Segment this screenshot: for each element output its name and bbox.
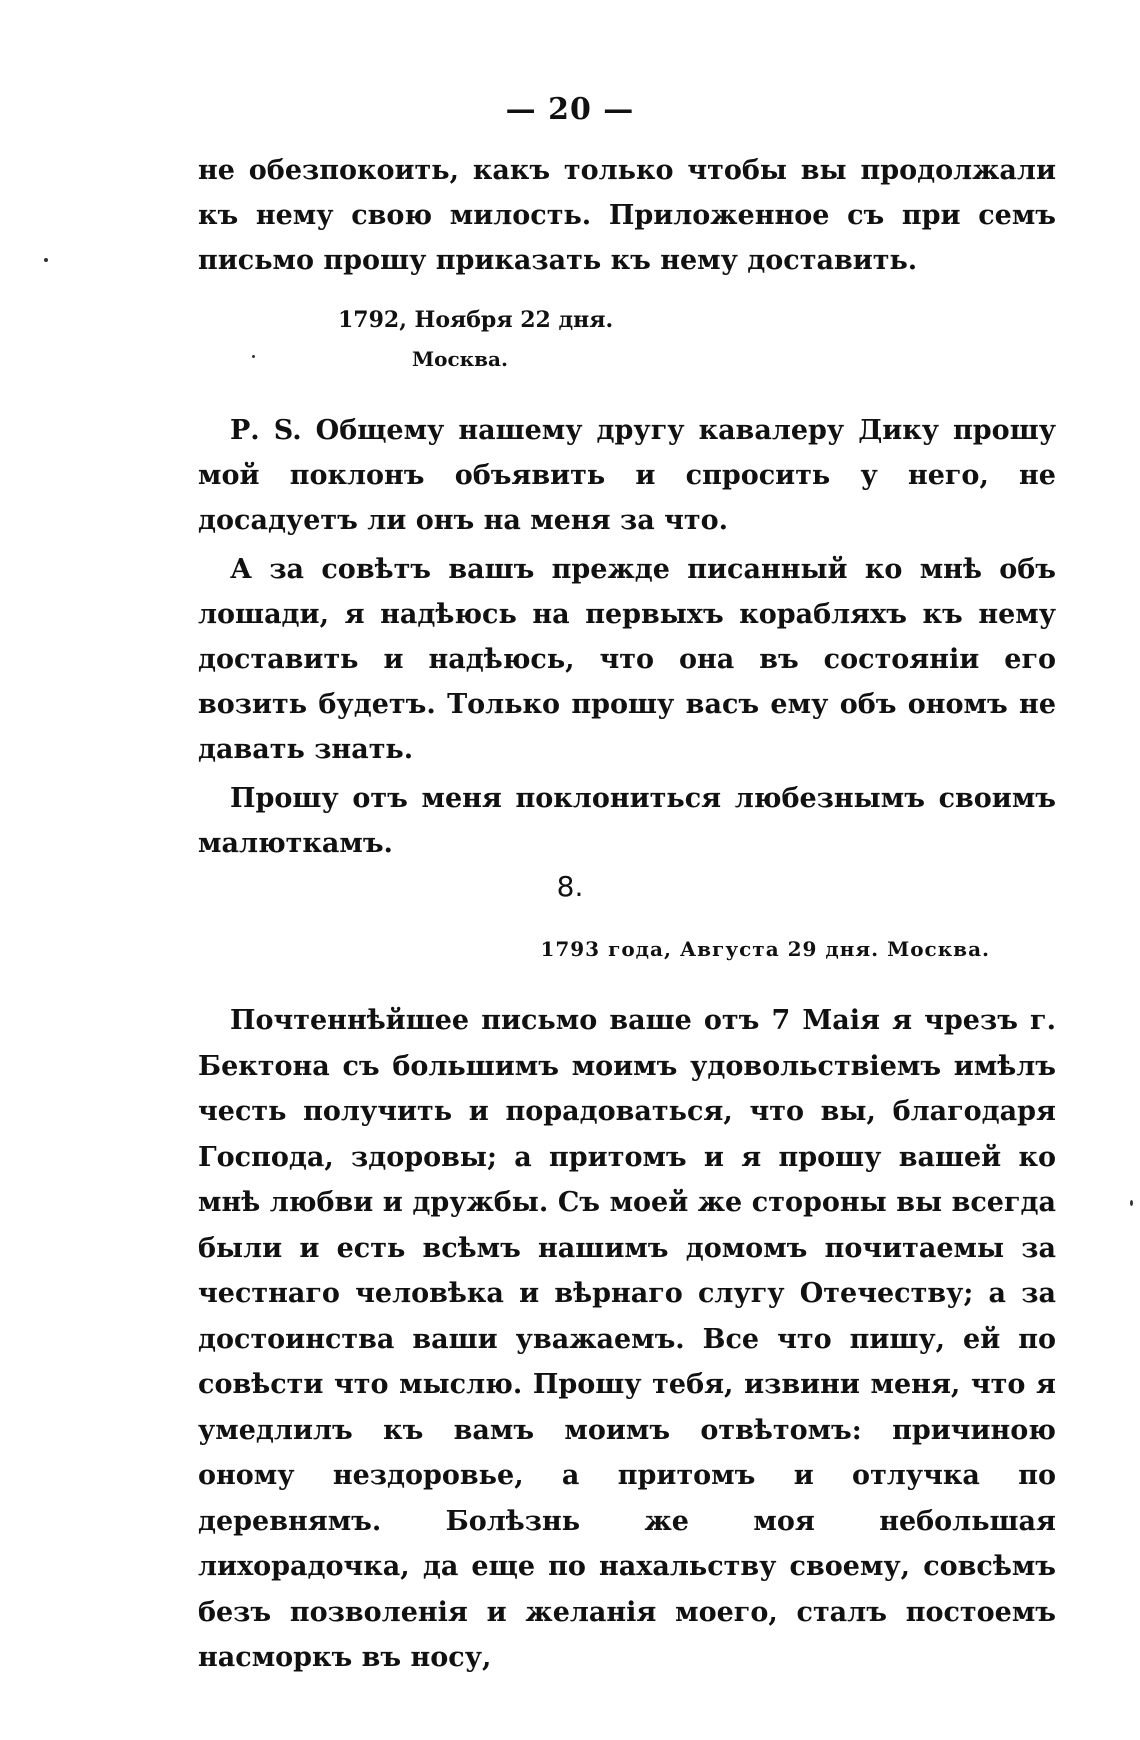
print-speck <box>252 355 255 358</box>
letter-number: 8. <box>556 870 584 903</box>
print-speck <box>44 258 48 262</box>
letter-date-signoff: 1792, Ноября 22 дня. <box>338 307 614 333</box>
continued-paragraph-text: не обезпокоить, какъ только чтобы вы продолжали къ нему свою милость. Приложенное съ при семъ письмо прошу приказать къ нему доставить. <box>198 155 1056 276</box>
page-number: — 20 — <box>505 92 635 127</box>
letter-place-signoff: Москва. <box>412 347 508 371</box>
letter-body-paragraph: Почтеннѣйшее письмо ваше отъ 7 Маія я чрезъ г. Бектона съ большимъ моимъ удовольствіемъ имѣлъ честь получить и порадоваться, что вы, благодаря Господа, здоровы; а притомъ и я прошу вашей ко мнѣ любви и дружбы. Съ моей же стороны вы всегда были и есть всѣмъ нашимъ домомъ почитаемы за честнаго человѣка и вѣрнаго слугу Отечеству; а за достоинства ваши уважаемъ. Все что пишу, ей по совѣсти что мыслю. Прошу тебя, извини меня, что я умедлилъ къ вамъ моимъ отвѣтомъ: причиною оному нездоровье, а притомъ и отлучка по деревнямъ. Болѣзнь же моя небольшая лихорадочка, да еще по нахальству своему, совсѣмъ безъ позволенія и желанія моего, сталъ постоемъ насморкъ въ носу, <box>198 1005 1056 1673</box>
print-speck <box>1130 1200 1133 1206</box>
letter-heading-date-place: 1793 года, Августа 29 дня. Москва. <box>540 937 990 961</box>
continued-paragraph <box>198 148 1056 283</box>
postscript <box>198 408 1056 866</box>
postscript-paragraph: Р. S. Общему нашему другу кавалеру Дику прошу мой поклонъ объявить и спросить у него, не досадуетъ ли онъ на меня за что. <box>198 415 1056 536</box>
letter-body <box>198 998 1056 1681</box>
postscript-paragraph: Прошу отъ меня поклониться любезнымъ своимъ малюткамъ. <box>198 783 1056 859</box>
postscript-paragraph: А за совѣтъ вашъ прежде писанный ко мнѣ объ лошади, я надѣюсь на первыхъ корабляхъ къ нему доставить и надѣюсь, что она въ состояніи его возить будетъ. Только прошу васъ ему объ ономъ не давать знать. <box>198 554 1056 765</box>
